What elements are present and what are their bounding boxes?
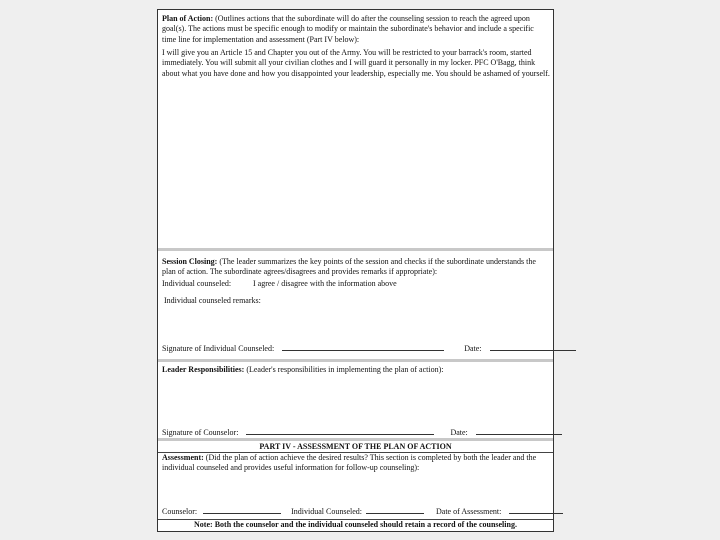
individual-remarks-label: Individual counseled remarks: bbox=[164, 296, 261, 305]
signature-counselor-field[interactable] bbox=[246, 427, 434, 435]
plan-of-action-instructions: (Outlines actions that the subordinate will do after the counseling session to reach the agreed upon goal(s). The actions must be specific enough to modify or maintain the subordinate's behavior and include a specific time line for implementation and assessment (Part IV below): bbox=[162, 14, 534, 44]
section-divider bbox=[158, 438, 553, 441]
plan-of-action-label: Plan of Action: bbox=[162, 14, 214, 23]
retain-record-note: Note: Both the counselor and the individual counseled should retain a record of the counseling. bbox=[194, 520, 517, 529]
assessment-signatures-row bbox=[162, 506, 563, 517]
date-label: Date: bbox=[450, 428, 468, 437]
agree-disagree-text[interactable]: I agree / disagree with the information above bbox=[253, 279, 397, 288]
individual-counseled-label: Individual counseled: bbox=[162, 279, 232, 288]
session-closing-header bbox=[162, 257, 550, 278]
leader-responsibilities-label: Leader Responsibilities: bbox=[162, 365, 245, 374]
session-closing-label: Session Closing: bbox=[162, 257, 218, 266]
date-label: Date: bbox=[464, 344, 482, 353]
signature-individual-label: Signature of Individual Counseled: bbox=[162, 344, 275, 353]
date-of-assessment-label: Date of Assessment: bbox=[436, 507, 502, 516]
leader-responsibilities-header bbox=[162, 365, 550, 375]
signature-individual-row bbox=[162, 343, 576, 354]
plan-of-action-header bbox=[162, 14, 550, 45]
signature-counselor-label: Signature of Counselor: bbox=[162, 428, 239, 437]
leader-responsibilities-instructions: (Leader's responsibilities in implementing the plan of action): bbox=[246, 365, 444, 374]
counselor-field[interactable] bbox=[203, 506, 281, 514]
assessment-header bbox=[162, 453, 550, 474]
date-individual-field[interactable] bbox=[490, 343, 576, 351]
assessment-instructions: (Did the plan of action achieve the desired results? This section is completed by both the leader and the individual counseled and provides useful information for follow-up counseling): bbox=[162, 453, 537, 473]
section-divider bbox=[158, 248, 553, 251]
assessment-label: Assessment: bbox=[162, 453, 204, 462]
section-divider bbox=[158, 359, 553, 362]
date-counselor-field[interactable] bbox=[476, 427, 562, 435]
counseling-form-page bbox=[157, 9, 554, 532]
individual-counseled-field[interactable] bbox=[366, 506, 424, 514]
signature-individual-field[interactable] bbox=[282, 343, 444, 351]
counselor-label: Counselor: bbox=[162, 507, 198, 516]
signature-counselor-row bbox=[162, 427, 562, 438]
individual-counseled-label: Individual Counseled: bbox=[291, 507, 362, 516]
date-of-assessment-field[interactable] bbox=[509, 506, 563, 514]
session-closing-instructions: (The leader summarizes the key points of the session and checks if the subordinate understands the plan of action. The subordinate agrees/disagrees and provides remarks if appropriate): bbox=[162, 257, 536, 277]
plan-of-action-content: I will give you an Article 15 and Chapter you out of the Army. You will be restricted to your barrack's room, started immediately. You will submit all your civilian clothes and I will guard it personally in my locker. PFC O'Bagg, think about what you have done and how you disappointed your leadership, especially me. You should be ashamed of yourself. bbox=[162, 48, 550, 78]
part-iv-title: PART IV - ASSESSMENT OF THE PLAN OF ACTION bbox=[259, 442, 452, 451]
